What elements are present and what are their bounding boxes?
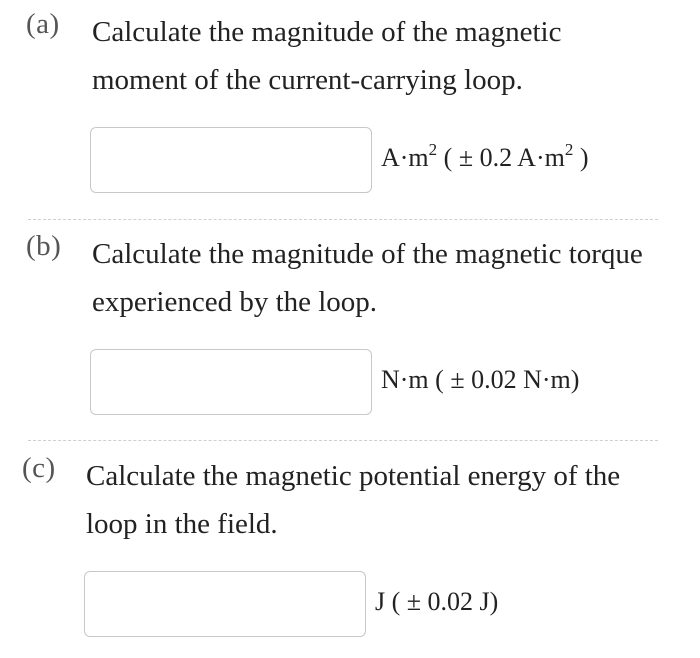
part-c-label: (c) [22, 452, 56, 484]
part-b-label: (b) [26, 230, 62, 262]
part-a-label: (a) [26, 8, 60, 40]
part-c-question: Calculate the magnetic potential energy of the loop in the field. [86, 460, 621, 540]
part-b-unit: N·m ( ± 0.02 N·m) [381, 365, 580, 394]
part-c-answer-input[interactable] [84, 571, 366, 637]
part-a-tolerance-exponent: 2 [564, 140, 574, 159]
part-a-question: Calculate the magnitude of the magnetic moment of the current-carrying loop. [92, 16, 562, 96]
part-a-answer-input[interactable] [90, 127, 372, 193]
part-a-unit [381, 140, 589, 173]
section-divider [28, 219, 658, 220]
part-b-question: Calculate the magnitude of the magnetic torque experienced by the loop. [92, 238, 643, 318]
part-a-unit-prefix: A·m [381, 143, 429, 172]
section-divider [28, 440, 658, 441]
part-a-tolerance-suffix: ) [573, 143, 589, 172]
part-b-answer-input[interactable] [90, 349, 372, 415]
part-a-tolerance-prefix: ( ± 0.2 A·m [437, 143, 565, 172]
part-a-unit-exponent: 2 [428, 140, 438, 159]
part-c-unit: J ( ± 0.02 J) [375, 587, 499, 616]
